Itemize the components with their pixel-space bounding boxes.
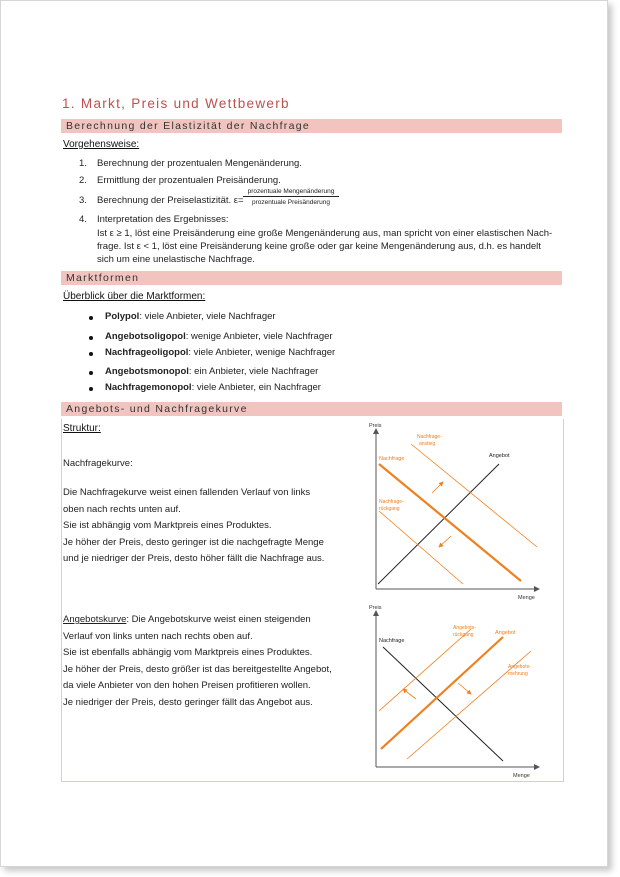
label-supply-decrease-2: rückgang [453,632,474,638]
market-form-item: Angebotsmonopol: ein Anbieter, viele Nachfrager [105,366,319,377]
interpretation-paragraph [97,227,557,267]
text-line: Je höher der Preis, desto größer ist das bereitgestellte Angebot, [63,663,332,675]
label-supply-decrease: Angebots- [453,625,476,631]
x-axis-label: Menge [518,595,535,601]
bullet-icon [89,387,93,391]
shift-arrow-left-icon [403,689,416,699]
bullet-icon [89,371,93,375]
shift-arrow-right-icon [458,683,471,694]
text-line: sich um eine unelastische Nachfrage. [97,254,255,266]
section-heading-supply-demand: Angebots- und Nachfragekurve [61,402,562,416]
step-number: 3. [79,195,87,206]
bullet-icon [89,316,93,320]
text-line: Sie ist abhängig vom Marktpreis eines Produktes. [63,520,272,531]
text-line: oben nach rechts unten auf. [63,503,181,515]
text-line: frage. Ist ε < 1, löst eine Preisänderung keine große oder gar keine Mengenänderung aus, d.h. es handelt [97,241,541,253]
step-text: Interpretation des Ergebnisses: [97,214,229,225]
demand-curve-title: Nachfragekurve: [63,458,133,469]
text-line: Ist ε ≥ 1, löst eine Preisänderung eine große Mengenänderung aus, man spricht von einer elastischen Nach- [97,228,553,239]
label-demand-increase-2: anstieg [419,441,436,447]
supply-line [378,464,499,584]
text-line: Verlauf von links unten nach rechts oben auf. [63,630,253,642]
elasticity-fraction [243,188,339,206]
label-demand: Nachfrage [379,456,405,462]
step-text: Berechnung der prozentualen Mengenänderung. [97,158,302,169]
text-line: Je niedriger der Preis, desto geringer fällt das Angebot aus. [63,696,313,708]
text-line: Angebotskurve: Die Angebotskurve weist einen steigenden [63,614,311,625]
page-title: 1. Markt, Preis und Wettbewerb [62,96,290,111]
text-line: und je niedriger der Preis, desto höher fällt die Nachfrage aus. [63,553,325,564]
fraction-numerator: prozentuale Mengenänderung [243,188,339,197]
step-number: 1. [79,158,87,169]
demand-line [383,647,503,761]
bullet-icon [89,352,93,356]
subheading-procedure: Vorgehensweise: [63,139,140,150]
demand-paragraph [63,485,353,568]
fraction-denominator: prozentuale Preisänderung [251,199,331,206]
supply-shift-diagram [361,601,561,781]
market-form-item: Polypol: viele Anbieter, viele Nachfrager [105,311,276,322]
demand-line [379,464,521,581]
label-supply-increase: Angebots- [508,664,531,670]
y-axis-label: Preis [369,605,382,611]
label-supply: Angebot [495,630,516,636]
section-heading-elasticity: Berechnung der Elastizität der Nachfrage [61,119,562,133]
x-axis-label: Menge [513,773,530,779]
step-number: 2. [79,175,87,186]
bullet-icon [89,336,93,340]
step-number: 4. [79,214,87,225]
text-line: Je höher der Preis, desto geringer ist die nachgefragte Menge [63,536,324,548]
label-demand-decrease-2: rückgang [379,506,400,512]
step-text: Berechnung der Preiselastizität. ε= [97,195,244,206]
label-demand: Nachfrage [379,638,405,644]
label-demand-increase: Nachfrage- [417,434,442,440]
market-form-item: Nachfragemonopol: viele Anbieter, ein Nachfrager [105,382,321,393]
subheading-overview: Überblick über die Marktformen: [63,291,206,302]
section-heading-market-forms: Marktformen [61,271,562,285]
market-form-item: Nachfrageoligopol: viele Anbieter, wenige Nachfrager [105,347,336,358]
market-form-item: Angebotsoligopol: wenige Anbieter, viele Nachfrager [105,331,333,342]
label-supply: Angebot [489,453,510,459]
text-line: Die Nachfragekurve weist einen fallenden Verlauf von links [63,487,311,498]
step-text: Ermittlung der prozentualen Preisänderung. [97,175,281,186]
demand-shift-diagram [361,419,561,604]
y-axis-label: Preis [369,423,382,429]
text-line: da viele Anbieter von den hohen Preisen profitieren wollen. [63,680,311,691]
subheading-structure: Struktur: [63,423,101,434]
shift-arrow-right-icon [432,482,443,493]
label-demand-decrease: Nachfrage- [379,499,404,505]
shift-arrow-left-icon [439,536,451,547]
demand-increase-line [411,444,537,547]
label-supply-increase-2: mehrung [508,671,528,677]
supply-paragraph [63,612,353,711]
text-line: Sie ist ebenfalls abhängig vom Marktpreis eines Produktes. [63,647,313,658]
